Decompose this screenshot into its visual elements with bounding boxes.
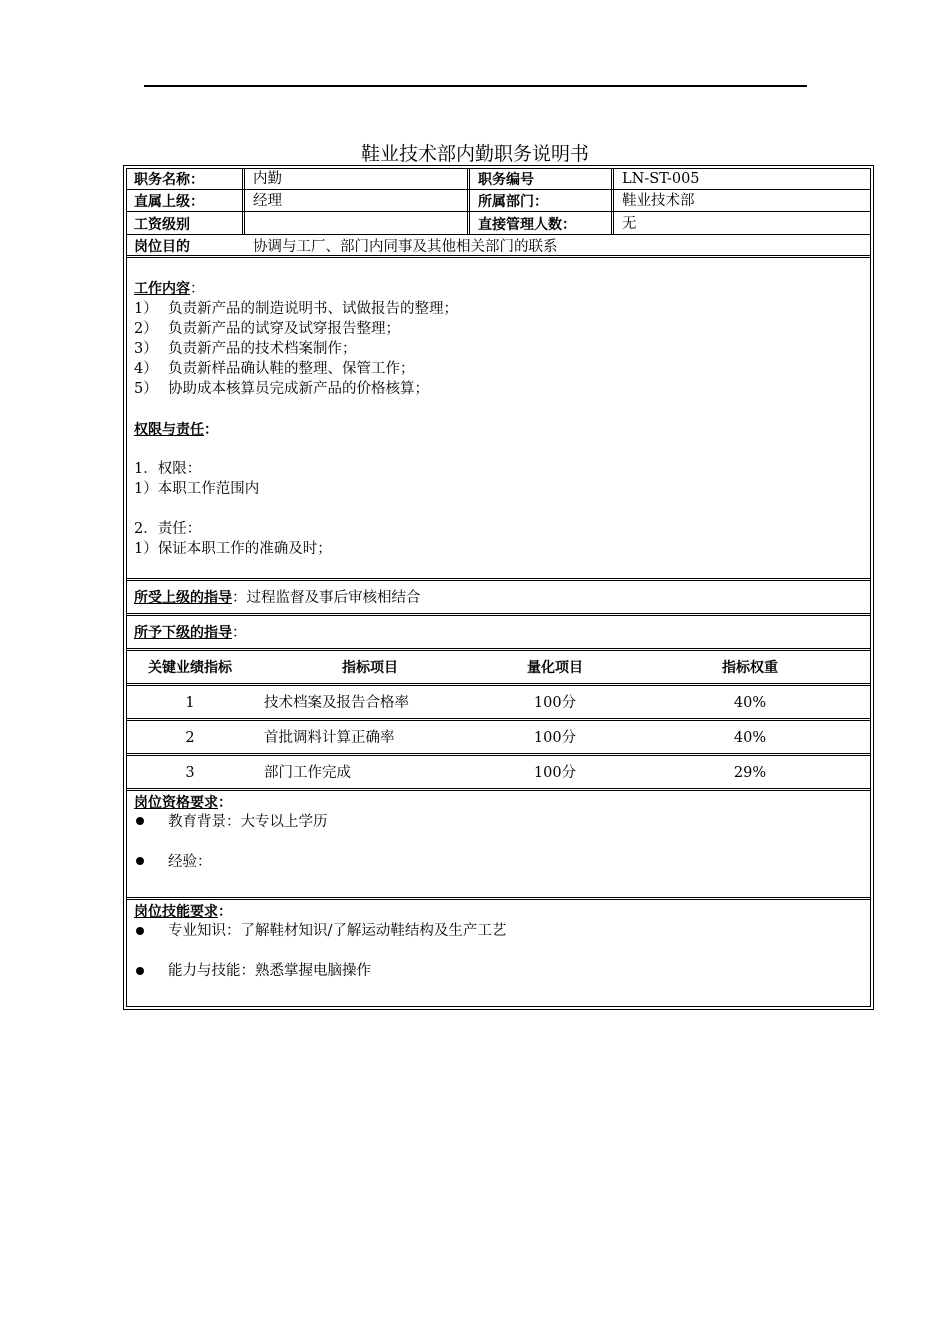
grid-line [611,168,614,234]
managed-value: 无 [622,216,637,232]
work-item-num: 5） [134,381,158,397]
bullet-icon [136,927,144,935]
bullet-icon [136,857,144,865]
qualification-item: 经验： [168,854,212,870]
grid-line [126,189,871,190]
work-heading-colon: ： [190,281,205,297]
job-name-value: 内勤 [253,171,282,187]
section-divider [126,683,871,686]
dept-value: 鞋业技术部 [622,193,695,209]
qualification-heading-colon: ： [218,795,232,811]
qualification-heading [134,794,232,812]
kpi-header-quant: 量化项目 [527,660,583,676]
kpi-row-item: 技术档案及报告合格率 [264,695,409,711]
work-item: 负责新产品的技术档案制作； [168,341,357,357]
header-rule [144,85,807,87]
guidance-to-subordinate-label: 所予下级的指导 [134,625,232,641]
job-code-value: LN-ST-005 [622,171,700,187]
responsibility-item: 1）保证本职工作的准确及时； [134,541,332,557]
job-name-label: 职务名称： [134,172,204,188]
section-divider [126,788,871,791]
kpi-row-weight: 40% [733,695,767,711]
kpi-row-no: 2 [185,730,195,746]
kpi-row-quant: 100分 [533,730,577,746]
work-heading-text: 工作内容 [134,281,190,297]
kpi-header-weight: 指标权重 [722,660,778,676]
section-divider [126,753,871,756]
skills-item: 专业知识：了解鞋材知识/了解运动鞋结构及生产工艺 [168,923,507,939]
section-divider [126,578,871,581]
authority-heading [134,421,218,439]
job-code-label: 职务编号 [478,172,534,188]
kpi-row-weight: 29% [733,765,767,781]
skills-item: 能力与技能：熟悉掌握电脑操作 [168,963,371,979]
responsibility-title: 2．责任： [134,521,202,537]
qualification-item: 教育背景：大专以上学历 [168,814,328,830]
qualification-heading-text: 岗位资格要求 [134,795,218,811]
guidance-from-superior [134,589,421,607]
guidance-to-subordinate [134,624,247,642]
grid-line [126,211,871,212]
kpi-header-item: 指标项目 [342,660,398,676]
grid-line [242,168,245,234]
authority-heading-text: 权限与责任 [134,422,204,438]
skills-heading [134,903,232,921]
kpi-row-quant: 100分 [533,695,577,711]
dept-label: 所属部门： [478,194,548,210]
bullet-icon [136,817,144,825]
managed-label: 直接管理人数： [478,217,576,233]
superior-label: 直属上级： [134,194,204,210]
superior-value: 经理 [253,193,282,209]
guidance-to-subordinate-colon: ： [232,625,247,641]
work-item: 负责新产品的试穿及试穿报告整理； [168,321,400,337]
section-divider [126,613,871,616]
kpi-header-indicator: 关键业绩指标 [148,660,232,676]
work-heading [134,280,205,298]
kpi-row-quant: 100分 [533,765,577,781]
authority-heading-colon: ： [204,422,218,438]
work-item: 协助成本核算员完成新产品的价格核算； [168,381,429,397]
authority-item: 1）本职工作范围内 [134,481,260,497]
guidance-from-superior-label: 所受上级的指导 [134,590,232,606]
document-title: 鞋业技术部内勤职务说明书 [360,143,589,165]
salary-label: 工资级别 [134,217,190,233]
guidance-from-superior-value: ：过程监督及事后审核相结合 [232,590,421,606]
section-divider [126,648,871,651]
kpi-row-item: 首批调料计算正确率 [264,730,395,746]
skills-heading-text: 岗位技能要求 [134,904,218,920]
work-item-num: 3） [134,341,158,357]
kpi-row-weight: 40% [733,730,767,746]
work-item-num: 1） [134,301,158,317]
bullet-icon [136,967,144,975]
kpi-row-item: 部门工作完成 [264,765,351,781]
work-item: 负责新产品的制造说明书、试做报告的整理； [168,301,458,317]
purpose-label: 岗位目的 [134,239,190,255]
work-item: 负责新样品确认鞋的整理、保管工作； [168,361,415,377]
skills-heading-colon: ： [218,904,232,920]
section-divider [126,897,871,900]
kpi-row-no: 1 [185,695,195,711]
purpose-value: 协调与工厂、部门内同事及其他相关部门的联系 [253,239,558,255]
form-inner-border [126,168,871,1007]
section-divider [126,718,871,721]
kpi-row-no: 3 [185,765,195,781]
grid-line [126,234,871,235]
authority-title: 1．权限： [134,461,202,477]
grid-line [467,168,470,234]
work-item-num: 4） [134,361,158,377]
work-item-num: 2） [134,321,158,337]
